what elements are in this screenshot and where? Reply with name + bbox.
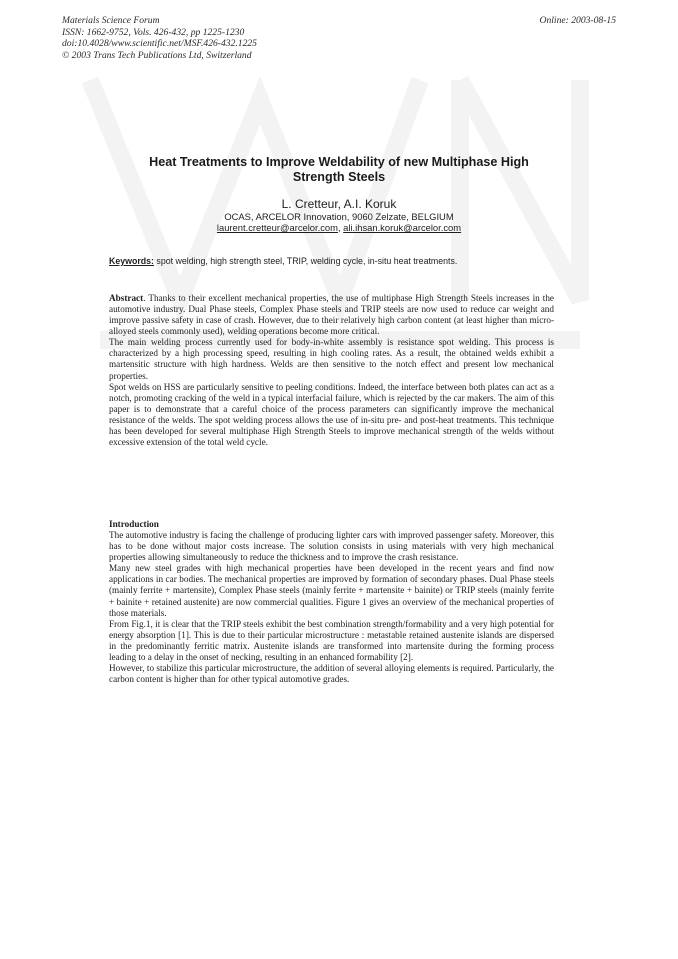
email-link-koruk[interactable]: ali.ihsan.koruk@arcelor.com <box>343 222 462 233</box>
email-separator: , <box>337 222 344 233</box>
email-link-cretteur[interactable]: laurent.cretteur@arcelor.com <box>216 222 338 233</box>
author-emails <box>100 222 578 233</box>
journal-name: Materials Science Forum <box>62 15 160 26</box>
abstract-label: Abstract <box>109 293 144 303</box>
author-names: L. Cretteur, A.I. Koruk <box>281 197 397 211</box>
author-affiliation: OCAS, ARCELOR Innovation, 9060 Zelzate, BELGIUM <box>224 211 454 222</box>
intro-paragraph-2: Many new steel grades with high mechanical properties have been developed in the recent years and find now applications in car bodies. The mechanical properties are improved by formation of secondary phases. Dual Phase steels (mainly ferrite + martensite), Complex Phase steels (mainly ferrite + martensite + bainite) or TRIP steels (mainly ferrite + bainite + retained austenite) are now commercial qualities. Figure 1 gives an overview of the mechanical properties of those materials. <box>109 563 554 618</box>
intro-paragraph-3: From Fig.1, it is clear that the TRIP steels exhibit the best combination strength/formability and a very high potential for energy absorption [1]. This is due to their particular microstructure : metastable retained austenite islands are dispersed in the predominantly ferritic matrix. Austenite islands are transformed into martensite during the forming process leading to a delay in the onset of necking, resulting in an enhanced formability [2]. <box>109 618 554 662</box>
abstract-section <box>109 293 554 448</box>
copyright-line: © 2003 Trans Tech Publications Ltd, Switzerland <box>62 49 252 61</box>
issn-line: ISSN: 1662-9752, Vols. 426-432, pp 1225-1230 <box>62 26 245 38</box>
intro-paragraph-1: The automotive industry is facing the challenge of producing lighter cars with improved passenger safety. Moreover, this has to be done without major costs increase. The solution consists in using materials with very high mechanical properties allowing simultaneously to reduce the thickness and to improve the crash resistance. <box>109 530 554 563</box>
abstract-paragraph-1: Abstract. Thanks to their excellent mechanical properties, the use of multiphase High Strength Steels increases in the automotive industry. Dual Phase steels, Complex Phase steels and TRIP steels are now used to reduce car weight and improve passive safety in case of crash. However, due to their relatively high carbon content (at least higher than micro-alloyed steels commonly used), welding operations become more critical. <box>109 293 554 337</box>
introduction-heading: Introduction <box>109 519 159 529</box>
introduction-section <box>109 519 554 685</box>
paper-title-line2: Strength Steels <box>292 170 386 184</box>
paper-title-line1: Heat Treatments to Improve Weldability of new Multiphase High <box>149 155 529 169</box>
intro-paragraph-4: However, to stabilize this particular microstructure, the addition of several alloying elements is required. Particularly, the carbon content is higher than for other typical automotive grades. <box>109 663 554 685</box>
keywords-text: spot welding, high strength steel, TRIP, welding cycle, in-situ heat treatments. <box>153 256 458 266</box>
journal-header <box>62 15 422 61</box>
keywords-label: Keywords: <box>109 256 154 266</box>
paper-title <box>100 155 578 185</box>
doi-line: doi:10.4028/www.scientific.net/MSF.426-432.1225 <box>62 38 257 49</box>
keywords-line <box>109 256 579 267</box>
online-date: Online: 2003-08-15 <box>539 15 616 26</box>
abstract-paragraph-3: Spot welds on HSS are particularly sensitive to peeling conditions. Indeed, the interface between both plates can act as a notch, promoting cracking of the weld in a typical interfacial failure, which is rejected by the car makers. The aim of this paper is to demonstrate that a careful choice of the process parameters can significantly improve the mechanical resistance of the welds. The spot welding process allows the use of in-situ pre- and post-heat treatments. This technique has been developed for several multiphase High Strength Steels to improve mechanical strength of the welds without excessive extension of the total weld cycle. <box>109 381 554 448</box>
abstract-paragraph-2: The main welding process currently used for body-in-white assembly is resistance spot welding. This process is characterized by a high processing speed, resulting in high cooling rates. As a result, the obtained welds exhibit a martensitic structure with high hardness. Welds are then sensitive to the notch effect and present low mechanical properties. <box>109 337 554 381</box>
